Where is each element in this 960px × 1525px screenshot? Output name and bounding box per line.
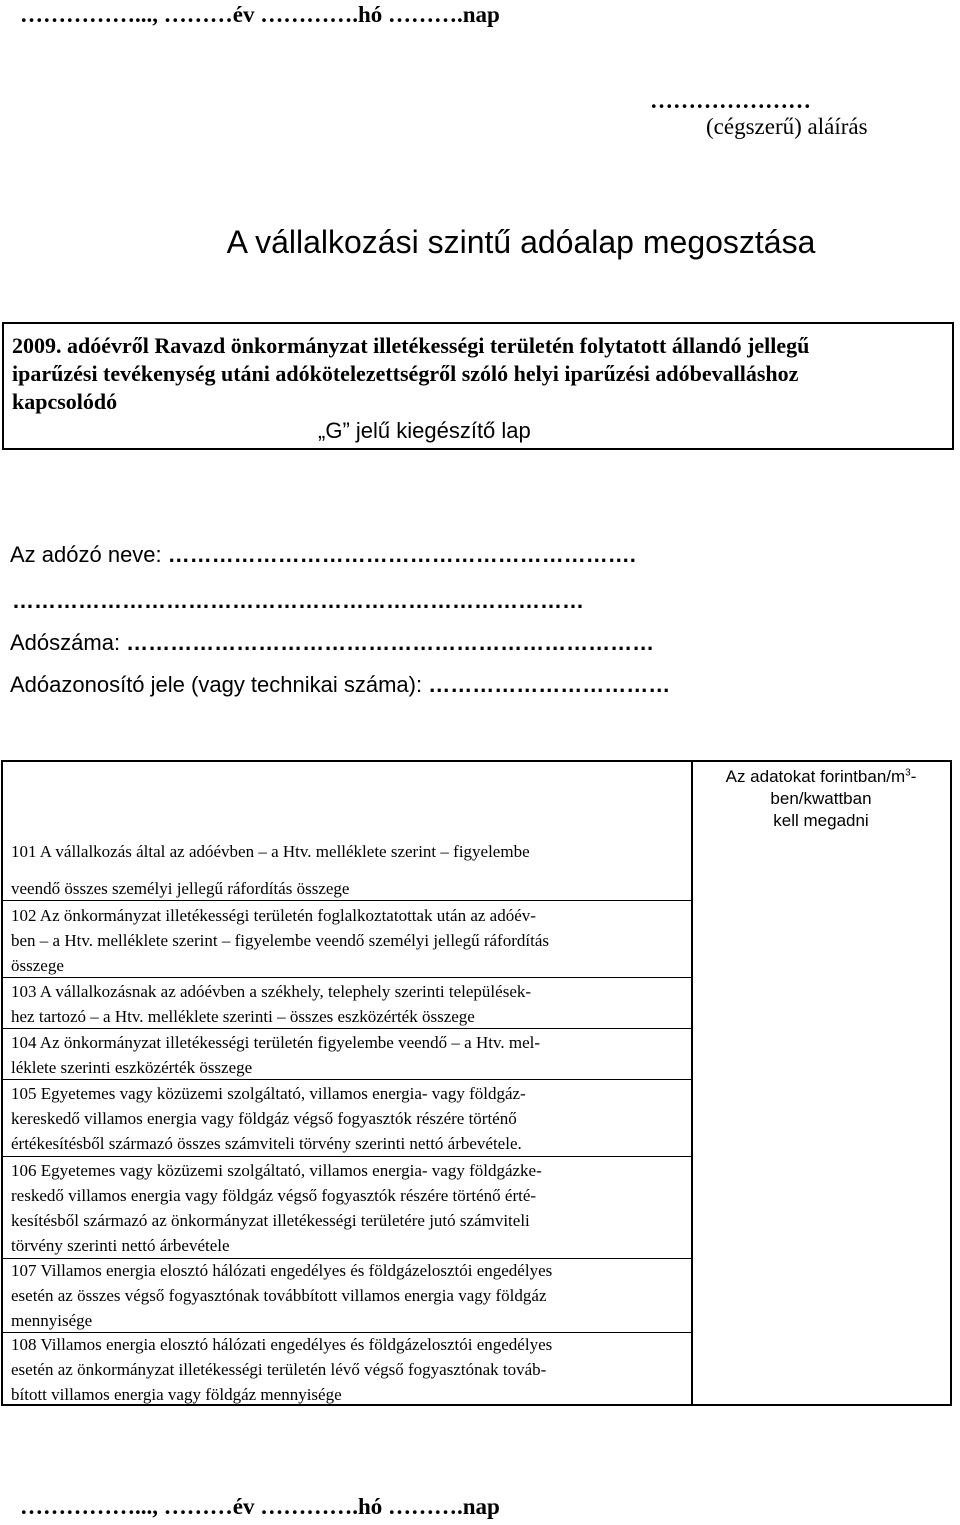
row-text: bított villamos energia vagy földgáz mennyisége [11, 1385, 342, 1404]
signature-label: (cégszerű) aláírás [706, 114, 868, 139]
page-title: A vállalkozási szintű adóalap megosztása [226, 224, 816, 260]
date-line-top: ……………..., ………év ………….hó ……….nap [20, 2, 500, 27]
tax-id-field[interactable]: …………………………… [428, 672, 671, 697]
form-subtitle: „G” jelű kiegészítő lap [318, 418, 531, 443]
taxpayer-name-field[interactable]: ………………………………………………………. [167, 542, 636, 567]
unit-note [695, 766, 947, 832]
row-text: 106 Egyetemes vagy közüzemi szolgáltató, villamos energia- vagy földgázke- [11, 1161, 542, 1180]
row-text: reskedő villamos energia vagy földgáz végső fogyasztók részére történő érté- [11, 1186, 537, 1205]
unit-note-line-2: ben/kwattban [770, 789, 872, 808]
taxpayer-name-label: Az adózó neve: [10, 542, 168, 567]
table-row-106 [11, 1158, 691, 1258]
row-text: ben – a Htv. melléklete szerint – figyelembe veendő személyi jellegű ráfordítás [11, 931, 549, 950]
row-text: összege [11, 956, 64, 975]
row-text: hez tartozó – a Htv. melléklete szerinti – összes eszközérték összege [11, 1007, 475, 1026]
row-text: kesítésből származó az önkormányzat illetékességi területére jutó számviteli [11, 1211, 530, 1230]
intro-line-3: kapcsolódó [12, 389, 118, 414]
row-divider [3, 1079, 691, 1080]
tax-id-label: Adóazonosító jele (vagy technikai száma): [10, 672, 429, 697]
row-text: veendő összes személyi jellegű ráfordítás összege [11, 879, 350, 898]
row-text: 104 Az önkormányzat illetékességi területén figyelembe veendő – a Htv. mel- [11, 1033, 541, 1052]
row-text: esetén az összes végső fogyasztónak továbbított villamos energia vagy földgáz [11, 1286, 547, 1305]
table-row-101-cont [11, 876, 691, 901]
tax-id-row [10, 672, 670, 698]
signature-line: ………………… [650, 88, 811, 113]
row-text: törvény szerinti nettó árbevétele [11, 1236, 230, 1255]
row-text: kereskedő villamos energia vagy földgáz végső fogyasztók részére történő [11, 1109, 517, 1128]
table-row-105 [11, 1081, 691, 1156]
row-text: értékesítésből származó összes számviteli törvény szerinti nettó árbevétele. [11, 1134, 522, 1153]
row-text: esetén az önkormányzat illetékességi területén lévő végső fogyasztónak továb- [11, 1360, 547, 1379]
column-divider [691, 762, 693, 1404]
intro-line-1: 2009. adóévről Ravazd önkormányzat illetékességi területén folytatott állandó jellegű [12, 333, 810, 358]
table-row-108 [11, 1332, 691, 1407]
data-table [1, 760, 952, 1406]
row-divider [3, 1156, 691, 1157]
table-row-101 [11, 839, 691, 864]
row-text: 102 Az önkormányzat illetékességi területén foglalkoztatottak után az adóév- [11, 906, 536, 925]
row-text: mennyisége [11, 1311, 93, 1330]
row-text: 101 A vállalkozás által az adóévben – a Htv. melléklete szerint – figyelembe [11, 842, 530, 861]
unit-note-line-3: kell megadni [773, 811, 869, 830]
table-row-103 [11, 979, 691, 1029]
row-divider [3, 900, 691, 901]
taxpayer-name-field-cont[interactable]: …………………………………………………………………… [12, 588, 584, 613]
intro-text [12, 332, 952, 416]
tax-number-row [10, 630, 654, 656]
unit-note-dash: - [910, 767, 917, 786]
row-text: 105 Egyetemes vagy közüzemi szolgáltató, villamos energia- vagy földgáz- [11, 1084, 526, 1103]
tax-number-field[interactable]: ……………………………………………………………… [126, 630, 655, 655]
row-text: léklete szerinti eszközérték összege [11, 1058, 253, 1077]
taxpayer-name-continuation [12, 588, 584, 614]
intro-line-2: iparűzési tevékenység utáni adókötelezettségről szóló helyi iparűzési adóbevalláshoz [12, 361, 799, 386]
row-text: 103 A vállalkozásnak az adóévben a székhely, telephely szerinti települések- [11, 982, 532, 1001]
row-divider [3, 1028, 691, 1029]
date-line-bottom: ……………..., ………év ………….hó ……….nap [20, 1494, 500, 1519]
row-divider [3, 977, 691, 978]
row-text: 107 Villamos energia elosztó hálózati engedélyes és földgázelosztói engedélyes [11, 1261, 553, 1280]
unit-note-line-1: Az adatokat forintban/m [725, 767, 906, 786]
table-row-102 [11, 903, 691, 978]
table-row-107 [11, 1258, 691, 1333]
unit-note-sup: 3 [905, 767, 911, 779]
table-row-104 [11, 1030, 691, 1080]
taxpayer-name-row [10, 542, 636, 568]
tax-number-label: Adószáma: [10, 630, 127, 655]
intro-box [2, 322, 954, 450]
row-text: 108 Villamos energia elosztó hálózati engedélyes és földgázelosztói engedélyes [11, 1335, 553, 1354]
